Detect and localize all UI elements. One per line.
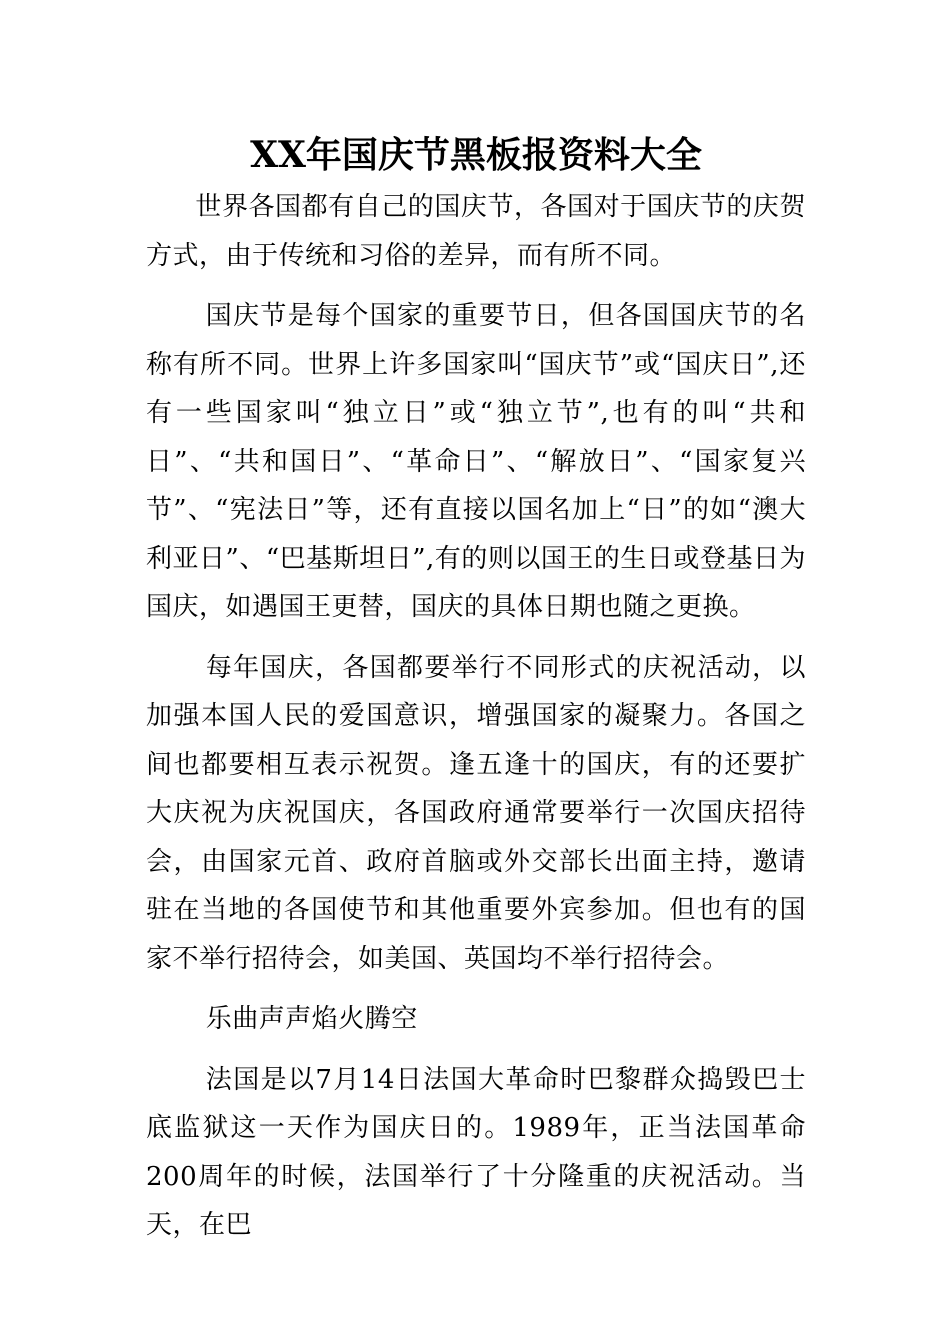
paragraph-intro: 世界各国都有自己的国庆节，各国对于国庆节的庆贺方式，由于传统和习俗的差异，而有所不同。	[146, 192, 806, 271]
paragraph-celebrations: 每年国庆，各国都要举行不同形式的庆祝活动，以加强本国人民的爱国意识，增强国家的凝聚力。各国之间也都要相互表示祝贺。逢五逢十的国庆，有的还要扩大庆祝为庆祝国庆，各国政府通常要举行一次国庆招待会，由国家元首、政府首脑或外交部长出面主持，邀请驻在当地的各国使节和其他重要外宾参加。但也有的国家不举行招待会，如美国、英国均不举行招待会。	[146, 652, 806, 974]
document-title: XX年国庆节黑板报资料大全	[250, 134, 702, 176]
section-heading: 乐曲声声焰火腾空	[205, 1004, 418, 1034]
paragraph-france: 法国是以7月14日法国大革命时巴黎群众捣毁巴士底监狱这一天作为国庆日的。1989年，正当法国革命200周年的时候，法国举行了十分隆重的庆祝活动。当天，在巴	[146, 1064, 806, 1240]
paragraph-names: 国庆节是每个国家的重要节日，但各国国庆节的名称有所不同。世界上许多国家叫“国庆节”或“国庆日”,还有一些国家叫“独立日”或“独立节”,也有的叫“共和日”、“共和国日”、“革命日”、“解放日”、“国家复兴节”、“宪法日”等，还有直接以国名加上“日”的如“澳大利亚日”、“巴基斯坦日”,有的则以国王的生日或登基日为国庆，如遇国王更替，国庆的具体日期也随之更换。	[146, 301, 806, 622]
